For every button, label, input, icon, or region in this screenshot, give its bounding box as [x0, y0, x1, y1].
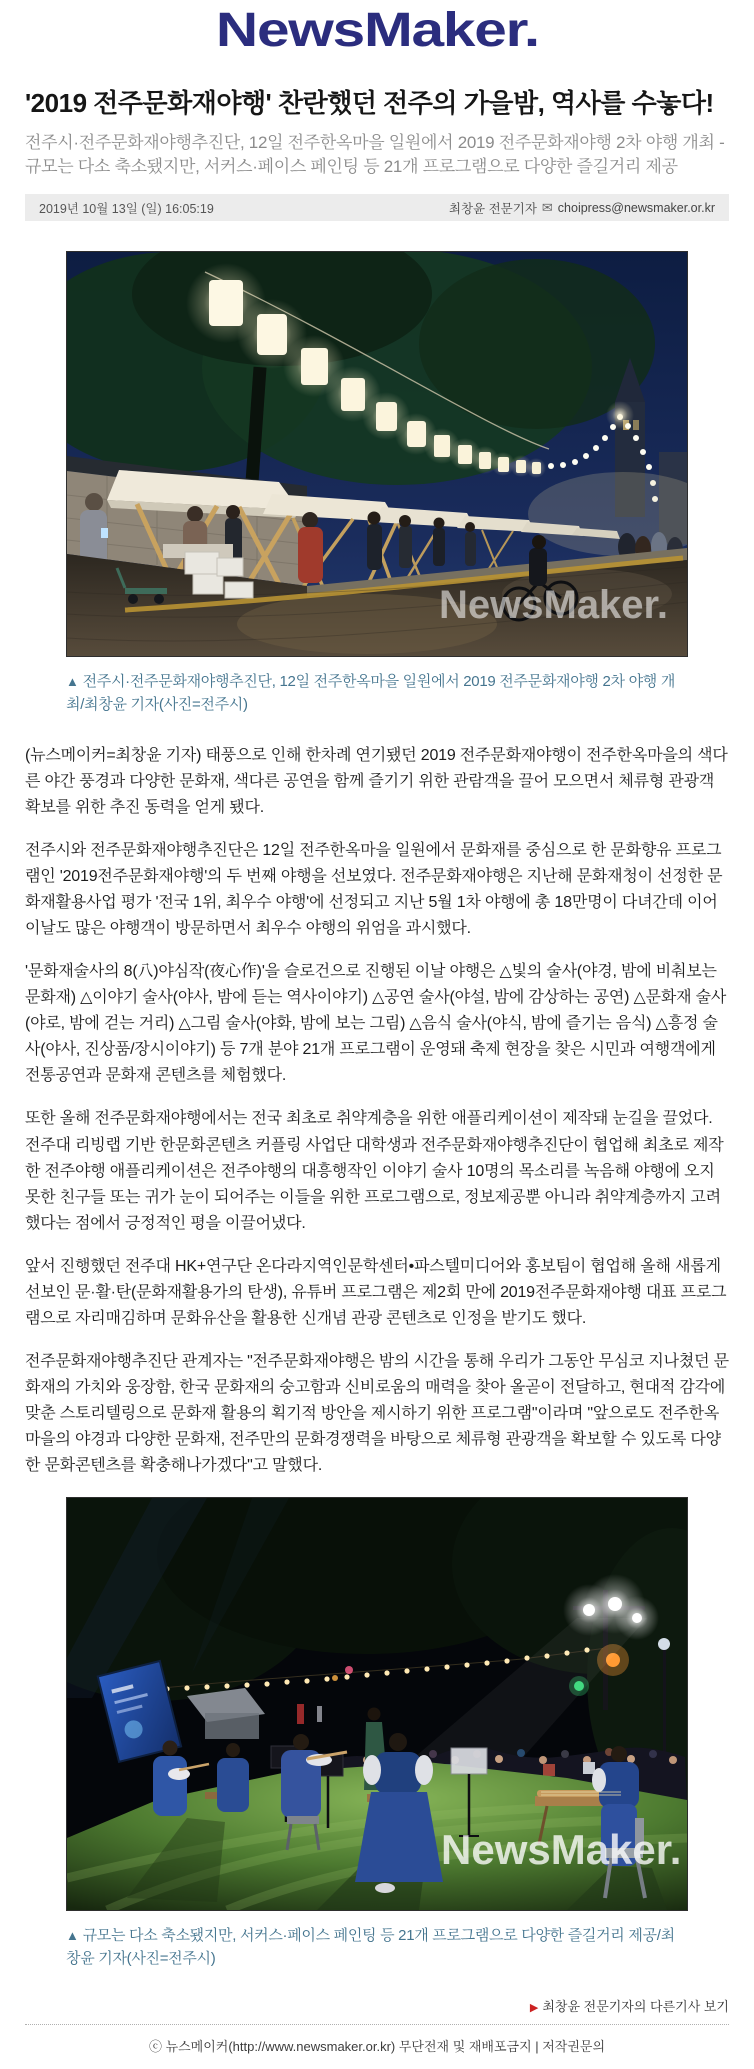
photo-block-2: [66, 1497, 688, 1971]
masthead: [0, 0, 754, 62]
photo2-watermark: NewsMaker.: [441, 1825, 682, 1873]
reporter-name: 최창윤 전문기자: [448, 201, 537, 216]
paragraph: 전주시와 전주문화재야행추진단은 12일 전주한옥마을 일원에서 문화재를 중심으로 한 문화향유 프로그램인 '2019전주문화재야행'의 두 번째 야행을 선보였다. 전주문화재야행은 지난해 문화재청이 선정한 문화재활용사업 평가 '전국 1위, 최우수 야행'에 선정되고 지난 5월 1차 야행에 총 18만명이 다녀간데 이어 이날도 많은 야행객이 방문하면서 최우수 야행의 위엄을 과시했다.: [25, 841, 723, 938]
article-photo-2: [66, 1497, 688, 1911]
paragraph: 앞서 진행했던 전주대 HK+연구단 온다라지역인문학센터•파스텔미디어와 홍보팀이 협업해 올해 새롭게 선보인 문·활·탄(문화재활용가의 탄생), 유튜버 프로그램은 제2회 만에 2019전주문화재야행 대표 프로그램으로 자리매김하며 문화유산을 활용한 신개념 관광 콘텐츠로 인정을 받기도 했다.: [25, 1257, 727, 1328]
paragraph: '문화재술사의 8(八)야심작(夜心作)'을 슬로건으로 진행된 이날 야행은 △빛의 술사(야경, 밤에 비춰보는 문화재) △이야기 술사(야사, 밤에 듣는 역사이야기) △공연 술사(야설, 밤에 감상하는 공연) △문화재 술사(야로, 밤에 걷는 거리) △그림 술사(야화, 밤에 보는 그림) △음식 술사(야식, 밤에 즐기는 음식) △흥정 술사(야사, 진상품/장시이야기) 등 7개 분야 21개 프로그램이 운영돼 축제 현장을 찾은 시민과 여행객에게 전통공연과 문화재 콘텐츠를 체험했다.: [25, 963, 727, 1085]
paragraph: (뉴스메이커=최창윤 기자) 태풍으로 인해 한차례 연기됐던 2019 전주문화재야행이 전주한옥마을의 색다른 야간 풍경과 다양한 문화재, 색다른 공연을 함께 즐기기 위한 관람객을 끌어 모으면서 체류형 관광객 확보를 위한 추진 동력을 얻게 됐다.: [25, 746, 728, 816]
photo-block-1: [66, 251, 688, 717]
caption-marker-icon: ▲: [66, 674, 79, 690]
copyright-notice: ⓒ 뉴스메이커(http://www.newsmaker.or.kr) 무단전재 및 재배포금지 | 저작권문의: [148, 2039, 606, 2054]
styrofoam-boxes: [185, 552, 253, 598]
article-content: [0, 87, 754, 1970]
arrow-right-icon: ▶: [529, 2002, 539, 2014]
article-date: 2019년 10월 13일 (일) 16:05:19: [39, 201, 214, 216]
photo1-watermark: NewsMaker.: [439, 583, 669, 628]
reporter-email[interactable]: choipress@newsmaker.or.kr: [557, 200, 715, 215]
night-market-photo: [67, 252, 687, 656]
newsmaker-logo[interactable]: NewsMaker.: [215, 4, 539, 57]
reporter-info: [449, 199, 715, 217]
more-articles-row: [25, 1996, 729, 2015]
paragraph: 또한 올해 전주문화재야행에서는 전국 최초로 취약계층을 위한 애플리케이션이 제작돼 눈길을 끌었다. 전주대 리빙랩 기반 한문화콘텐츠 커플링 사업단 대학생과 전주문화재야행추진단이 협업해 최초로 제작한 전주야행 애플리케이션은 전주야행의 대흥행작인 이야기 술사 10명의 목소리를 녹음해 야행에 오지 못한 친구들 또는 귀가 눈이 되어주는 이들을 위한 프로그램으로, 정보제공뿐 아니라 취약계층까지 고려했다는 점에서 긍정적인 평을 이끌어냈다.: [25, 1110, 724, 1232]
article-footer: [0, 1970, 754, 2069]
caption-marker-icon: ▲: [66, 1927, 79, 1943]
email-icon: ✉: [541, 199, 553, 215]
article-body: [25, 743, 729, 1480]
photo2-caption: ▲ 규모는 다소 축소됐지만, 서커스·페이스 페인팅 등 21개 프로그램으로 다양한 즐길거리 제공/최창윤 기자(사진=전주시): [66, 1926, 675, 1967]
article-headline: '2019 전주문화재야행' 찬란했던 전주의 가을밤, 역사를 수놓다!: [25, 88, 714, 118]
article-photo-1: [66, 251, 688, 657]
night-performance-photo: [67, 1498, 687, 1910]
paragraph: 전주문화재야행추진단 관계자는 "전주문화재야행은 밤의 시간을 통해 우리가 그동안 무심코 지나쳤던 문화재의 가치와 웅장함, 한국 문화재의 숭고함과 신비로움의 매력을 찾아 올곧이 전달하고, 현대적 감각에 맞춘 스토리텔링으로 문화재 활용의 획기적 방안을 제시하기 위한 프로그램"이라며 "앞으로도 전주한옥마을의 야경과 다양한 문화재, 전주만의 문화경쟁력을 바탕으로 체류형 관광객을 확보할 수 있도록 다양한 문화콘텐츠를 확충해나가겠다"고 말했다.: [25, 1353, 729, 1475]
more-articles-link[interactable]: 최창윤 전문기자의 다른기사 보기: [542, 1999, 729, 2014]
photo1-caption: ▲ 전주시·전주문화재야행추진단, 12일 전주한옥마을 일원에서 2019 전주문화재야행 2차 야행 개최/최창윤 기자(사진=전주시): [66, 673, 676, 714]
article-subheadline: 전주시·전주문화재야행추진단, 12일 전주한옥마을 일원에서 2019 전주문화재야행 2차 야행 개최 - 규모는 다소 축소됐지만, 서커스·페이스 페인팅 등 21개 프로그램으로 다양한 즐길거리 제공: [25, 132, 725, 176]
article-meta-bar: [25, 194, 729, 221]
